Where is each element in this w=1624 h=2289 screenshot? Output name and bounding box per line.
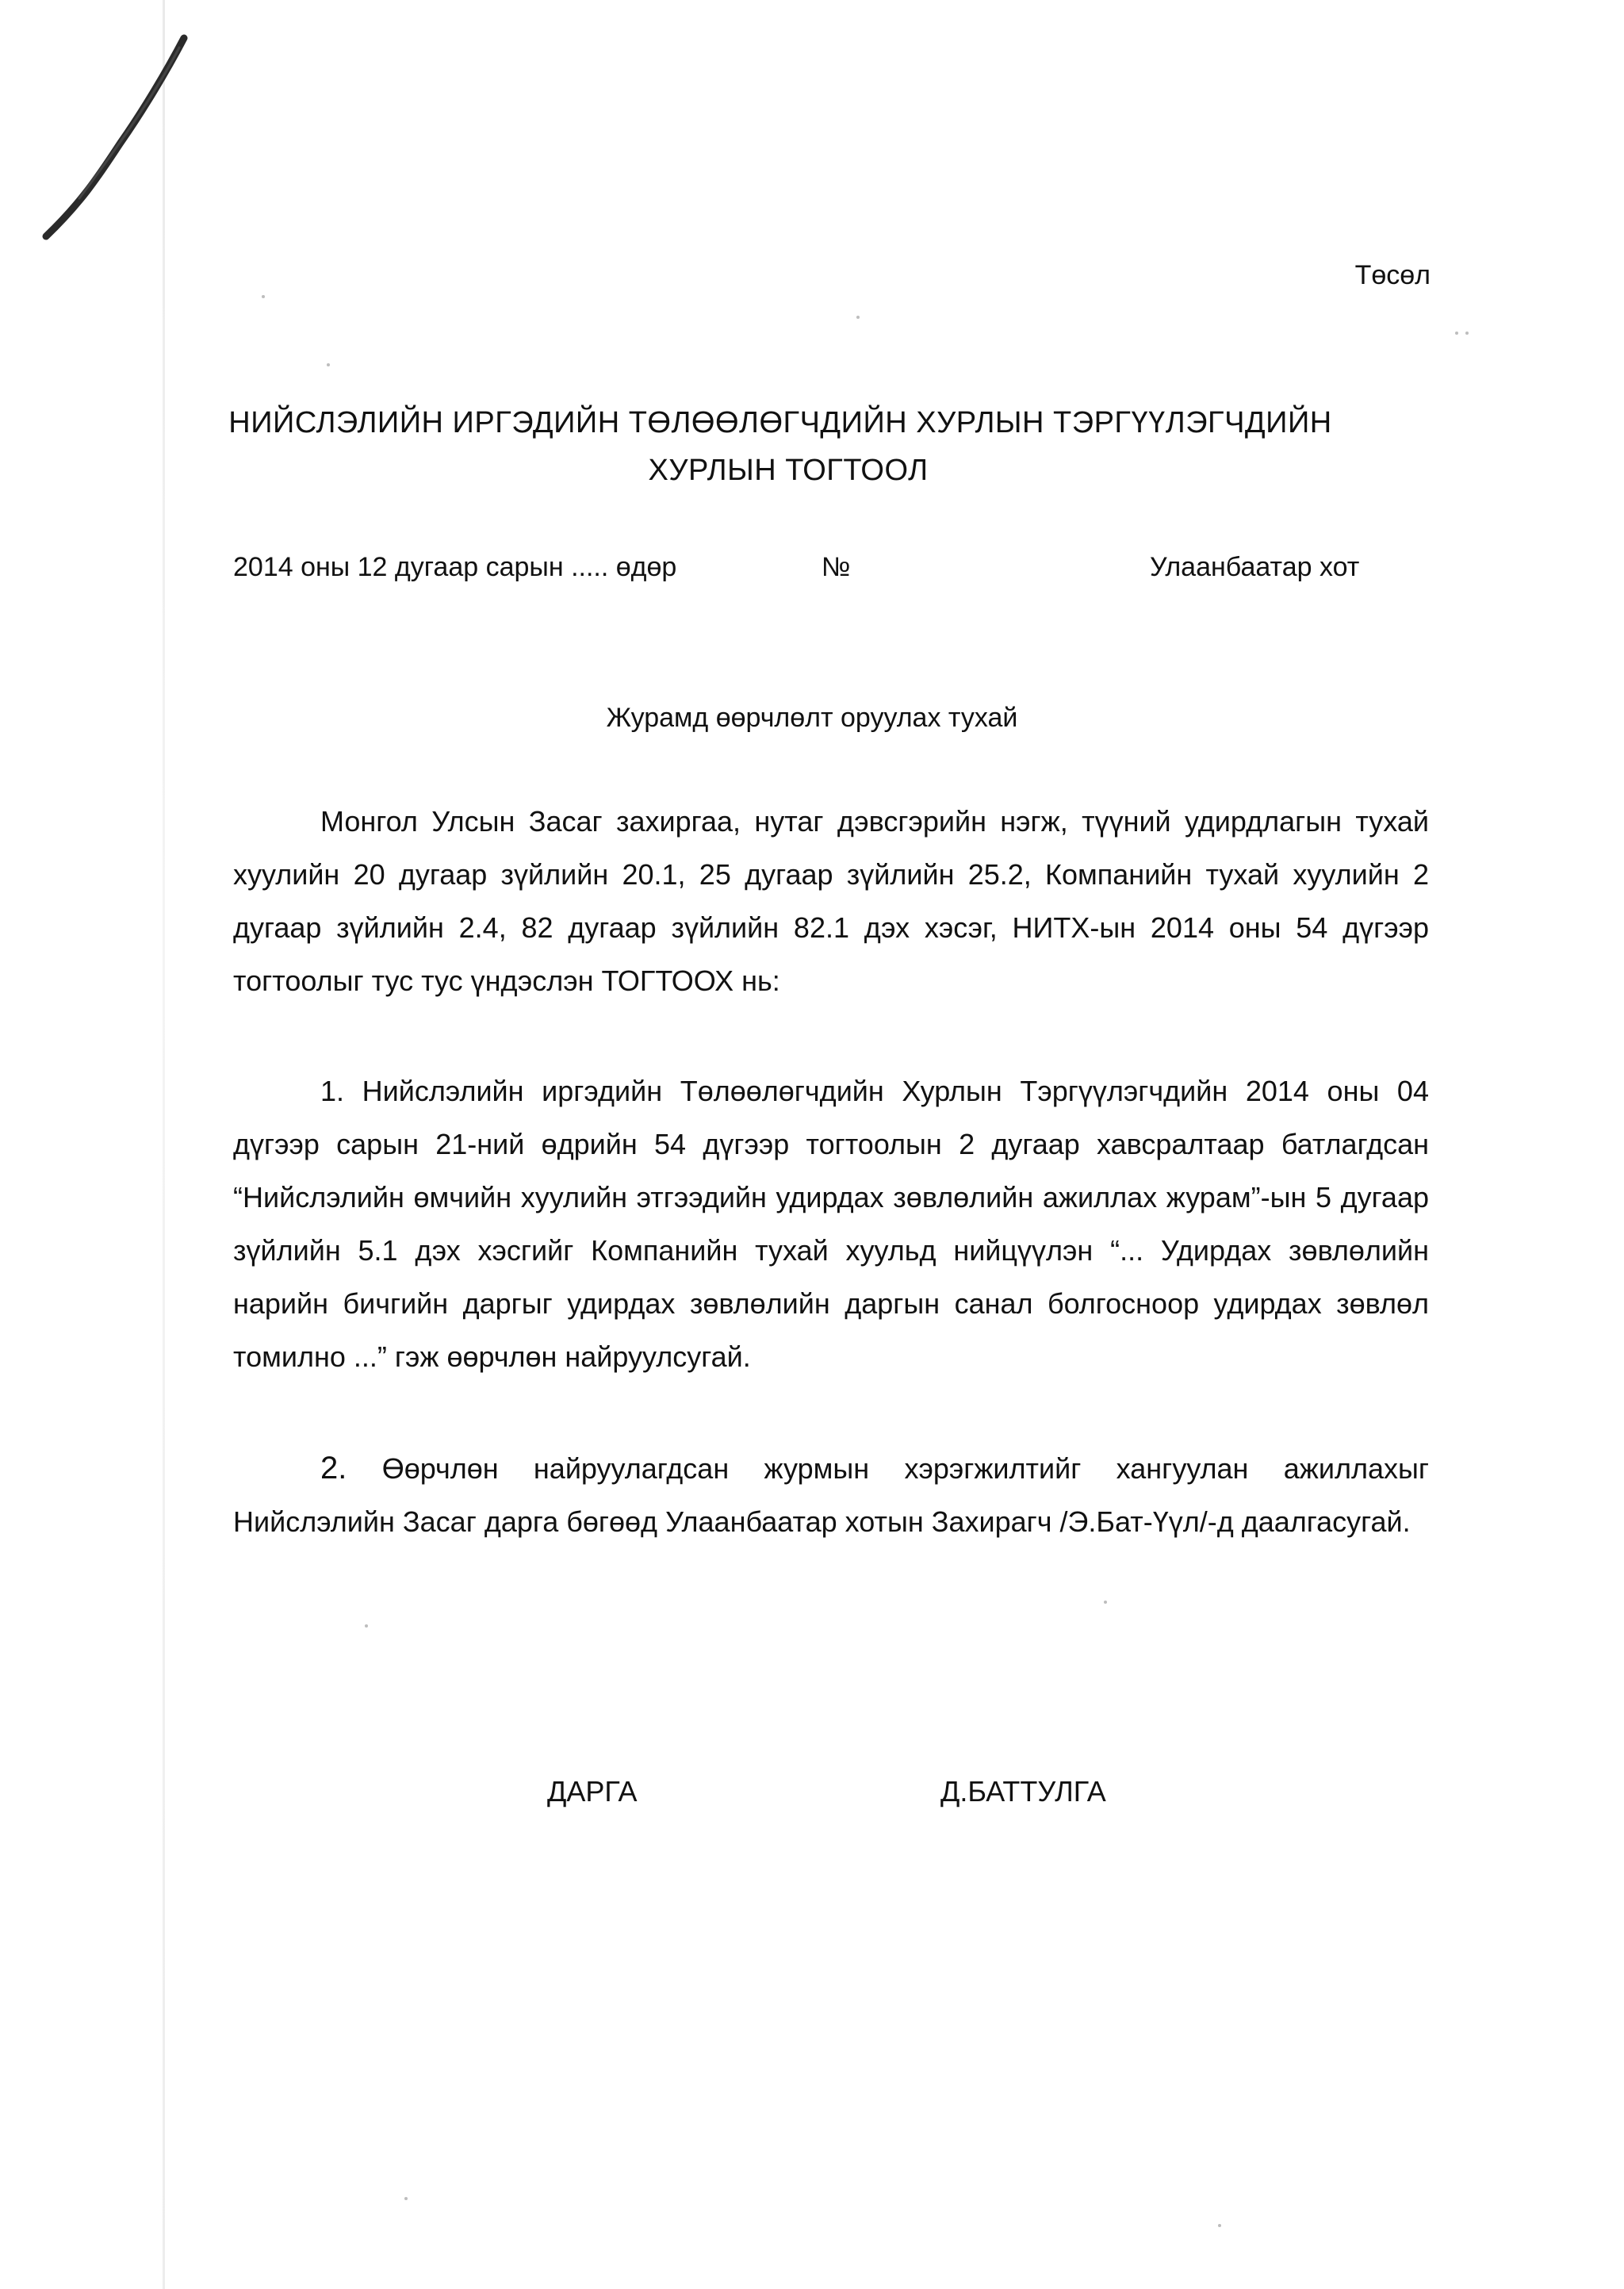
- signatory-name: Д.БАТТУЛГА: [940, 1775, 1106, 1808]
- scan-speck: [856, 316, 860, 319]
- resolution-date: 2014 оны 12 дугаар сарын ..... өдөр: [233, 552, 677, 582]
- scan-speck: [365, 1624, 368, 1628]
- scan-edge-line: [163, 0, 165, 2289]
- scan-speck: [262, 295, 265, 298]
- scan-speck: [1455, 332, 1458, 335]
- pen-stroke-mark: [32, 24, 190, 246]
- item-2-number: 2.: [320, 1451, 347, 1486]
- scan-speck: [404, 2197, 408, 2200]
- resolution-city: Улаанбаатар хот: [1150, 552, 1360, 582]
- scan-speck: [1465, 332, 1469, 335]
- resolution-number: №: [822, 552, 851, 582]
- preamble-text: Монгол Улсын Засаг захиргаа, нутаг дэвсгэрийн нэгж, түүний удирдлагын тухай хуулийн 20 дугаар зүйлийн 20.1, 25 дугаар зүйлийн 25.2, Компанийн тухай хуулийн 2 дугаар зүйлийн 2.4, 82 дугаар зүйлийн 82.1 дэх хэсэг, НИТХ-ын 2014 оны 54 дүгээр тогтоолыг тус тус үндэслэн ТОГТООХ нь:: [233, 805, 1429, 997]
- item-1-text: Нийслэлийн иргэдийн Төлөөлөгчдийн Хурлын Тэргүүлэгчдийн 2014 оны 04 дүгээр сарын 21-ний өдрийн 54 дүгээр тогтоолын 2 дугаар хавсралтаар батлагдсан “Нийслэлийн өмчийн хуулийн этгээдийн удирдах зөвлөлийн ажиллах журам”-ын 5 дугаар зүйлийн 5.1 дэх хэсгийг Компанийн тухай хуульд нийцүүлэн “... Удирдах зөвлөлийн нарийн бичгийн даргыг удирдах зөвлөлийн даргын санал болгосноор удирдах зөвлөл томилно ...” гэж өөрчлөн найруулсугай.: [233, 1075, 1429, 1373]
- item-2-text: Өөрчлөн найруулагдсан журмын хэрэгжилтийг хангуулан ажиллахыг Нийслэлийн Засаг дарга бөгөөд Улаанбаатар хотын Захирагч /Э.Бат-Үүл/-д даалгасугай.: [233, 1452, 1429, 1538]
- item-2-paragraph: [233, 1442, 1429, 1548]
- scan-speck: [327, 363, 330, 366]
- signatory-role: ДАРГА: [547, 1775, 638, 1808]
- preamble-paragraph: [233, 795, 1429, 1007]
- scan-speck: [1104, 1601, 1107, 1604]
- document-title-line2: ХУРЛЫН ТОГТООЛ: [648, 454, 929, 487]
- draft-label: Төсөл: [1354, 260, 1431, 290]
- item-1-number: 1.: [320, 1075, 345, 1107]
- item-1-paragraph: [233, 1064, 1429, 1383]
- resolution-subject: Журамд өөрчлөлт оруулах тухай: [606, 703, 1018, 733]
- document-title-line1: НИЙСЛЭЛИЙН ИРГЭДИЙН ТӨЛӨӨЛӨГЧДИЙН ХУРЛЫН ТЭРГҮҮЛЭГЧДИЙН: [228, 406, 1332, 439]
- scan-speck: [1218, 2224, 1221, 2227]
